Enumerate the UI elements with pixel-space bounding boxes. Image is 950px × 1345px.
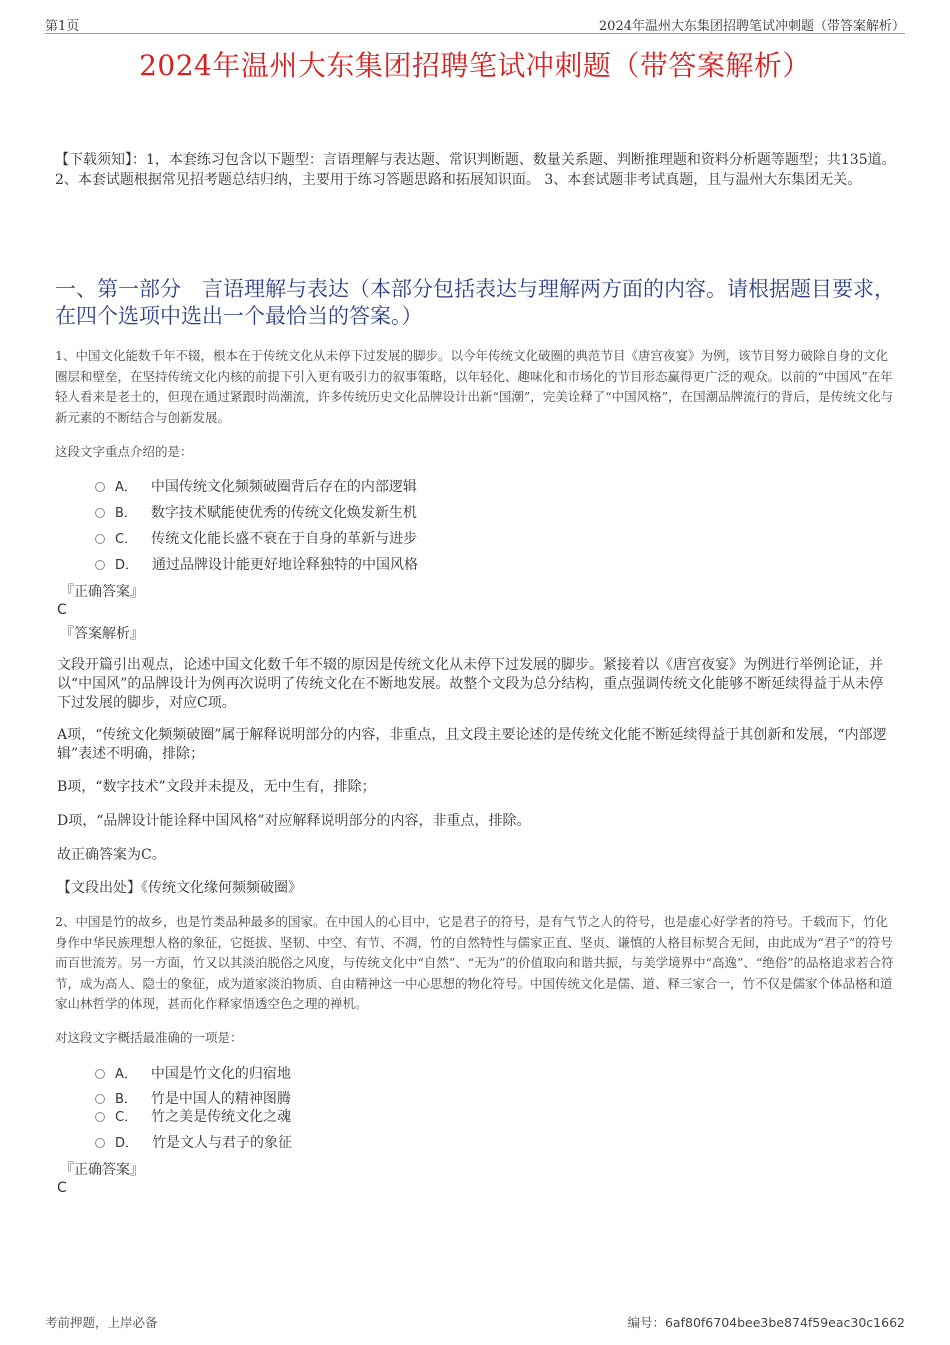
option-a[interactable] — [95, 1063, 291, 1083]
section-heading: 一、第一部分 言语理解与表达（本部分包括表达与理解两方面的内容。请根据题目要求，在四个选项中选出一个最恰当的答案。） — [55, 277, 895, 328]
radio-icon[interactable] — [95, 1094, 105, 1104]
option-text: 中国传统文化频频破圈背后存在的内部逻辑 — [150, 479, 417, 495]
option-a[interactable] — [95, 476, 417, 496]
radio-icon[interactable] — [95, 1138, 105, 1148]
radio-icon[interactable] — [95, 560, 105, 570]
correct-answer-label: 『正确答案』 — [60, 584, 144, 600]
question-1-prompt: 这段文字重点介绍的是： — [55, 444, 193, 459]
footer-code-value: 6af80f6704bee3be874f59eac30c1662 — [664, 1315, 905, 1330]
option-text: 通过品牌设计能更好地诠释独特的中国风格 — [152, 557, 419, 573]
radio-icon[interactable] — [95, 534, 105, 544]
option-text: 数字技术赋能使优秀的传统文化焕发新生机 — [150, 505, 417, 521]
option-text: 竹是中国人的精神图腾 — [150, 1091, 291, 1107]
analysis-option-a: A项，“传统文化频频破圈”属于解释说明部分的内容，非重点，且文段主要论述的是传统文化能不断延续得益于其创新和发展，“内部逻辑”表述不明确，排除； — [57, 727, 887, 762]
option-b[interactable] — [95, 1088, 291, 1108]
correct-answer-label: 『正确答案』 — [60, 1162, 144, 1178]
text-source: 【文段出处】《传统文化缘何频频破圈》 — [57, 880, 302, 896]
question-2-text: 2、中国是竹的故乡，也是竹类品种最多的国家。在中国人的心目中，它是君子的符号，是有气节之人的符号，也是虚心好学者的符号。千载而下，竹化身作中华民族理想人格的象征，它挺拔、坚韧、中空、有节、不凋，竹的自然特性与儒家正直、坚贞、谦慎的人格目标契合无间，由此成为“君子”的符号而百世流芳。另一方面，竹又以其淡泊脱俗之风度，与传统文化中“自然”、“无为”的价值取向和谐共振，与美学境界中“高逸”、“绝俗”的品格追求若合符节，成为高人、隐士的象征，成为道家淡泊物质、自由精神这一中心思想的物化符号。中国传统文化是儒、道、释三家合一，竹不仅是儒家个体品格和道家山林哲学的体现，甚而化作释家悟透空色之理的禅机。 — [55, 914, 894, 1011]
option-letter: B． — [115, 1092, 137, 1107]
radio-icon[interactable] — [95, 482, 105, 492]
analysis-conclusion: 故正确答案为C。 — [57, 847, 166, 863]
option-text: 竹是文人与君子的象征 — [152, 1135, 293, 1151]
option-text: 中国是竹文化的归宿地 — [150, 1066, 291, 1082]
option-d[interactable] — [95, 1132, 292, 1152]
header-page-number: 第1页 — [45, 19, 80, 34]
analysis-option-b: B项，“数字技术”文段并未提及，无中生有，排除； — [57, 779, 376, 795]
footer-code — [627, 1313, 905, 1331]
option-letter: D． — [115, 558, 139, 573]
radio-icon[interactable] — [95, 1112, 105, 1122]
correct-answer: C — [57, 1180, 67, 1196]
option-letter: A． — [115, 480, 137, 495]
analysis-label: 『答案解析』 — [60, 626, 144, 642]
option-letter: C． — [115, 532, 138, 547]
analysis-option-d: D项，“品牌设计能诠释中国风格”对应解释说明部分的内容，非重点，排除。 — [57, 813, 531, 829]
question-1-text: 1、中国文化能数千年不辍，根本在于传统文化从未停下过发展的脚步。以今年传统文化破圈的典范节目《唐宫夜宴》为例，该节目努力破除自身的文化圈层和壁垒，在坚持传统文化内核的前提下引入更有吸引力的叙事策略，以年轻化、趣味化和市场化的节目形态赢得更广泛的观众。以前的“中国风”在年轻人看来是老土的，但现在通过紧跟时尚潮流，许多传统历史文化品牌设计出新“国潮”，完美诠释了“中国风格”，在国潮品牌流行的背后，是传统文化与新元素的不断结合与创新发展。 — [55, 348, 894, 425]
analysis-paragraph: 文段开篇引出观点，论述中国文化数千年不辍的原因是传统文化从未停下过发展的脚步。紧接着以《唐宫夜宴》为例进行举例论证，并以“中国风”的品牌设计为例再次说明了传统文化在不断地发展。故整个文段为总分结构，重点强调传统文化能够不断延续得益于从未停下过发展的脚步，对应C项。 — [57, 657, 884, 711]
option-c[interactable] — [95, 1106, 291, 1126]
footer-slogan: 考前押题，上岸必备 — [45, 1315, 158, 1330]
correct-answer: C — [57, 602, 67, 618]
option-c[interactable] — [95, 528, 417, 548]
header-doc-title: 2024年温州大东集团招聘笔试冲刺题（带答案解析） — [598, 19, 905, 34]
radio-icon[interactable] — [95, 1069, 105, 1079]
download-notice: 【下载须知】：1，本套练习包含以下题型：言语理解与表达题、常识判断题、数量关系题、判断推理题和资料分析题等题型；共135道。 2、本套试题根据常见招考题总结归纳，主要用于练习答题思路和拓展知识面。 3、本套试题非考试真题，且与温州大东集团无关。 — [55, 152, 896, 188]
option-letter: C． — [115, 1110, 138, 1125]
option-letter: B． — [115, 506, 137, 521]
question-2-prompt: 对这段文字概括最准确的一项是： — [55, 1030, 243, 1045]
radio-icon[interactable] — [95, 508, 105, 518]
header-divider — [45, 33, 905, 34]
option-letter: D． — [115, 1136, 139, 1151]
option-b[interactable] — [95, 502, 417, 522]
option-d[interactable] — [95, 554, 418, 574]
option-text: 传统文化能长盛不衰在于自身的革新与进步 — [151, 531, 418, 547]
footer-code-label: 编号： — [627, 1315, 665, 1330]
option-letter: A． — [115, 1067, 137, 1082]
option-text: 竹之美是传统文化之魂 — [151, 1109, 292, 1125]
page-title: 2024年温州大东集团招聘笔试冲刺题（带答案解析） — [139, 49, 811, 82]
